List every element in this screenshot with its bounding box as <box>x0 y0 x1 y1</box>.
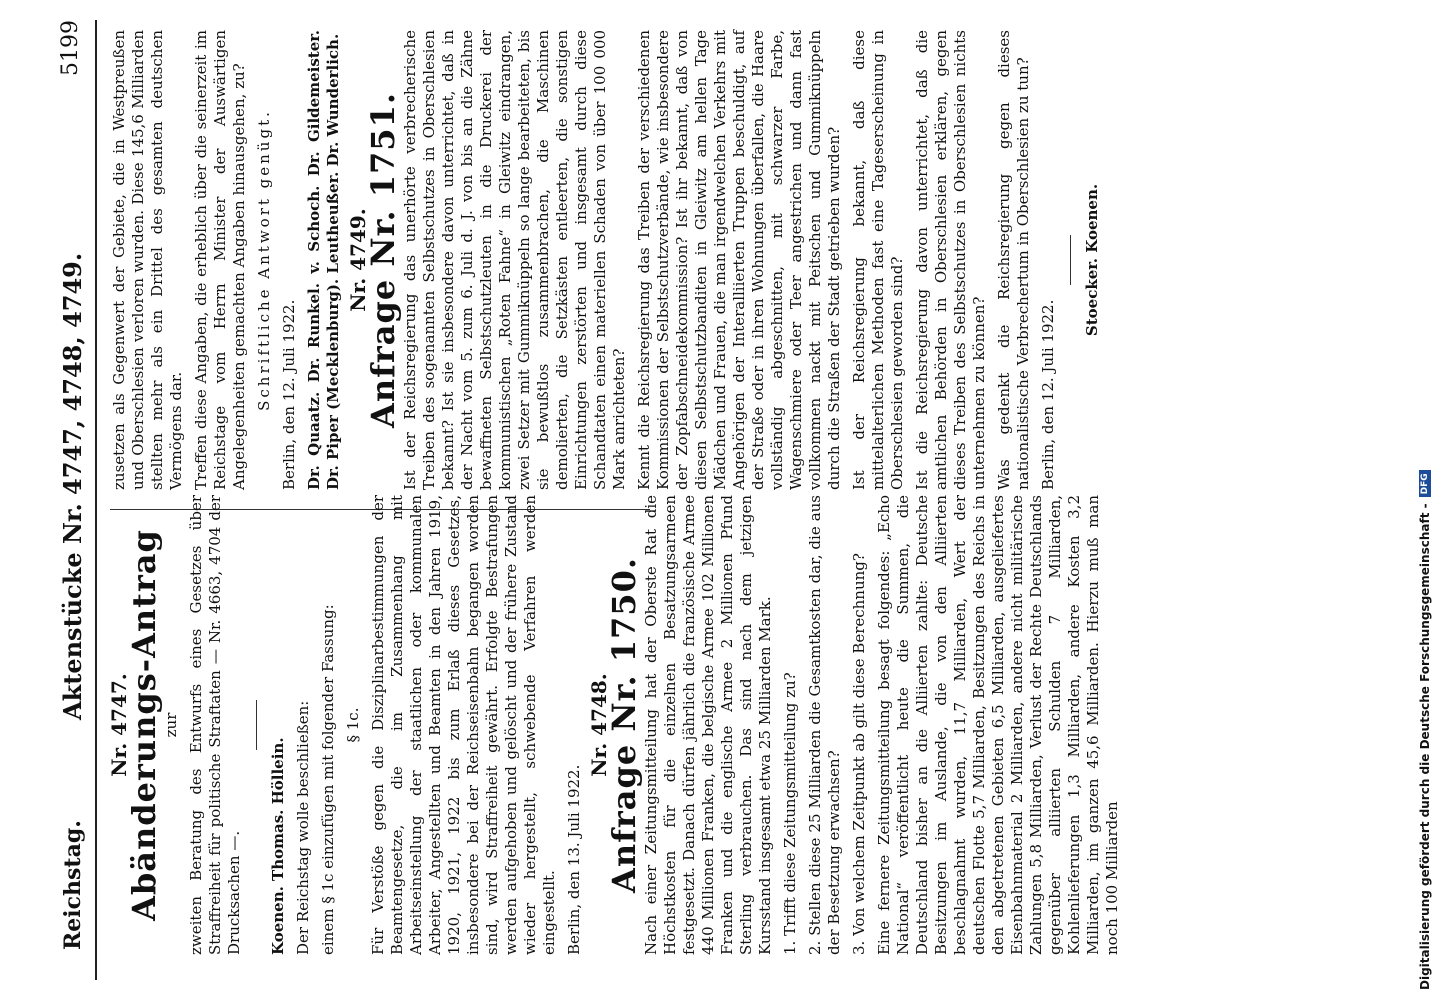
digitization-credit <box>1416 10 1434 990</box>
paragraph-4748-2: Eine fernere Zeitungsmitteilung besagt folgendes: „Echo National“ veröffentlicht heute die Summen, die Deutschland bisher an die Alliierten zahlte: Deutsche Besitzungen im Auslande, die von den Alliierten beschlagnahmt wurden, 11,7 Milliarden, Wert der deutschen Flotte 5,7 Milliarden, Besitzungen des Reichs in den abgetretenen Gebieten 6,5 Milliarden, ausgeliefertes Eisenbahnmaterial 2 Milliarden, andere nicht militärische Zahlungen 5,8 Milliarden, Verlust der Rechte Deutschlands gegenüber alliierten Schulden 7 Milliarden, Kohlenlieferungen 1,3 Milliarden, andere Kosten 3,2 Milliarden, im ganzen 45,6 Milliarden. Hierzu muß man noch 100 Milliarden <box>875 495 1121 955</box>
credit-text: Digitalisierung gefördert durch die Deutsche Forschungsgemeinschaft - <box>1418 503 1432 990</box>
zur-label: zur <box>162 712 180 738</box>
doc-number-4748: Nr. 4748. <box>587 673 611 777</box>
paragraph-4749-4: Ist die Reichsregierung davon unterrichtet, daß die amtlichen Behörden in Oberschlesien erklären, gegen dieses Treiben des Selbstschutzes in Oberschlesien nichts unternehmen zu können? <box>913 30 988 490</box>
title-4748: Anfrage Nr. 1750. <box>605 557 643 893</box>
left-column <box>107 495 1128 955</box>
section-heading: § 1c. <box>344 707 362 743</box>
subtitle-4747: zweiten Beratung des Entwurfs eines Gesetzes über Straffreiheit für politische Straftaten — Nr. 4663, 4704 der Drucksachen —. <box>187 495 243 955</box>
date-4748: Berlin, den 12. Juli 1922. <box>280 299 298 490</box>
paragraph-4748-1: Nach einer Zeitungsmitteilung hat der Oberste Rat die Höchstkosten für die einzelnen Besatzungsarmeen festgesetzt. Danach dürfen jährlich die französische Armee 440 Millionen Franken, die belgische Armee 102 Millionen Franken und die englische Armee 2 Millionen Pfund Sterling verbrauchen. Das sind nach dem jetzigen Kursstand insgesamt etwa 25 Milliarden Mark. <box>642 495 774 955</box>
paragraph-4749-3: Ist der Reichsregierung bekannt, daß diese mittelalterlichen Methoden fast eine Tageserscheinung in Oberschlesien geworden sind? <box>850 30 906 490</box>
title-4749: Anfrage Nr. 1751. <box>364 92 402 428</box>
paragraph-4749-1: Ist der Reichsregierung das unerhörte verbrecherische Treiben des sogenannten Selbstschutzes in Oberschlesien bekannt? Ist sie insbesondere davon unterrichtet, daß in der Nacht vom 5. zum 6. Juli d. J. von bis an die Zähne bewaffneten Selbstschutzleuten in die Druckerei der kommunistischen „Roten Fahne“ in Gleiwitz eindrangen, zwei Setzer mit Gummiknüppeln so lange bearbeiteten, bis sie bewußtlos zusammenbrachen, die Maschinen demolierten, die Setzkästen entleerten, die sonstigen Einrichtungen zerstörten und insgesamt durch diese Schandtaten einen materiellen Schaden von über 100 000 Mark anrichteten? <box>401 30 628 490</box>
header-rule <box>95 20 97 980</box>
question-1: 1. Trifft diese Zeitungsmitteilung zu? <box>781 672 799 955</box>
paragraph-4749-5: Was gedenkt die Reichsregierung gegen dieses nationalistische Verbrechertum in Oberschlesien zu tun? <box>995 30 1032 490</box>
page-number: 5199 <box>58 20 83 76</box>
question-3: 3. Von welchem Zeitpunkt ab gilt diese Berechnung? <box>850 553 868 955</box>
right-column <box>110 30 1108 490</box>
doc-number-4749: Nr. 4749. <box>346 208 370 312</box>
signers-4748: Dr. Quaatz. Dr. Runkel. v. Schoch. Dr. Gildemeister. Dr. Piper (Mecklenburg). Leutheußer. Dr. Wunderlich. <box>305 30 342 490</box>
date-4747: Berlin, den 13. Juli 1922. <box>565 764 583 955</box>
resolution-text: Der Reichstag wolle beschließen: <box>294 700 312 955</box>
header-title: Aktenstücke Nr. 4747, 4748, 4749. <box>58 252 87 720</box>
separator <box>1070 235 1071 285</box>
paragraph-4749-2: Kennt die Reichsregierung das Treiben der verschiedenen Kommissionen der Selbstschutzverbände, wie insbesondere der Zopfabschneidekommission? Ist ihr bekannt, daß von diesen Selbstschutzbanditen in Gleiwitz am hellen Tage Mädchen und Frauen, die man irgendwelchen Verkehrs mit Angehörigen der Interalliierten Truppen beschuldigt, auf der Straße oder in ihren Wohnungen überfallen, die Haare vollständig abgeschnitten, mit schwarzer Farbe, Wagenschmiere oder Teer angestrichen und dann fast vollkommen nackt mit Peitschen und Gummiknüppeln durch die Straßen der Stadt getrieben wurden? <box>635 30 843 490</box>
paragraph-question: Treffen diese Angaben, die erheblich über die seinerzeit im Reichstage vom Herrn Minister der Auswärtigen Angelegenheiten gemachten Angaben hinausgehen, zu? <box>192 30 248 490</box>
written-answer-note: Schriftliche Antwort genügt. <box>255 109 273 411</box>
question-2: 2. Stellen diese 25 Milliarden die Gesamtkosten dar, die aus der Besetzung erwachsen? <box>806 495 843 955</box>
title-4747: Abänderungs-Antrag <box>125 529 163 921</box>
separator <box>256 700 257 750</box>
header-left: Reichstag. <box>60 820 86 950</box>
section-text: Für Verstöße gegen die Disziplinarbestimmungen der Beamtengesetze, die im Zusammenhang mit Arbeitseinstellung der staatlichen oder kommunalen Arbeiter, Angestellten und Beamten in den Jahren 1919, 1920, 1921, 1922 bis zum Erlaß dieses Gesetzes, insbesondere bei der Reichseisenbahn begangen worden sind, wird Straffreiheit gewährt. Erfolgte Bestrafungen werden aufgehoben und gelöscht und der frühere Zustand wieder hergestellt, schwebende Verfahren werden eingestellt. <box>369 495 558 955</box>
signers-4749: Stoecker. Koenen. <box>1083 183 1101 337</box>
signers-4747: Koenen. Thomas. Höllein. <box>269 737 287 955</box>
doc-number-4747: Nr. 4747. <box>107 673 131 777</box>
page-header <box>50 20 90 980</box>
paragraph-continued: zusetzen als Gegenwert der Gebiete, die in Westpreußen und Oberschlesien verloren wurden. Diese 145,6 Milliarden stellten mehr als ein Drittel des gesamten deutschen Vermögens dar. <box>110 30 185 490</box>
date-4749: Berlin, den 12. Juli 1922. <box>1039 299 1057 490</box>
dfg-logo: DFG <box>1419 470 1431 497</box>
insert-text: einem § 1c einzufügen mit folgender Fassung: <box>319 604 337 955</box>
